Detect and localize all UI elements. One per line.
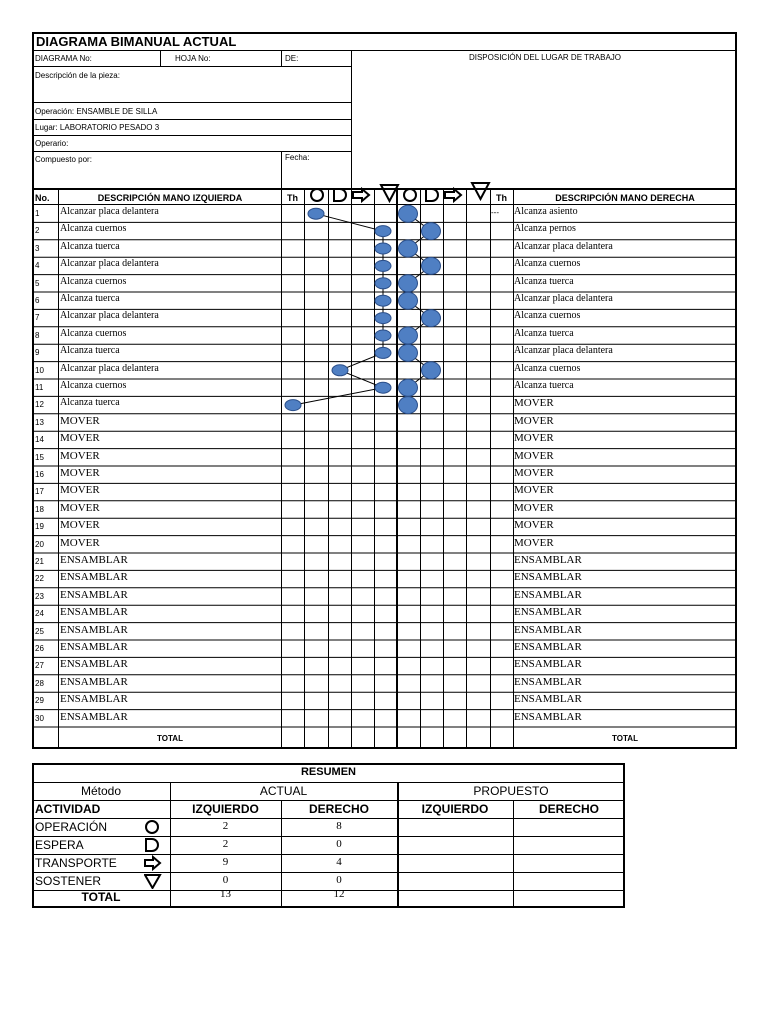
left-hand-description: ENSAMBLAR	[60, 675, 128, 688]
row-number: 2	[35, 226, 40, 236]
right-hand-description: MOVER	[514, 484, 554, 497]
row-number: 24	[35, 609, 44, 619]
right-hand-description: Alcanza asiento	[514, 206, 578, 217]
left-hand-description: Alcanza tuerca	[60, 240, 120, 252]
hoja-no-label: HOJA No:	[175, 54, 211, 63]
right-hand-description: ENSAMBLAR	[514, 606, 582, 619]
row-number: 17	[35, 487, 44, 497]
row-number: 1	[35, 209, 40, 218]
left-hand-description: ENSAMBLAR	[60, 641, 128, 653]
row-number: 29	[35, 696, 44, 706]
row-number: 19	[35, 522, 44, 532]
row-number: 11	[35, 383, 44, 392]
circle-icon	[144, 819, 162, 835]
right-hand-description: Alcanza tuerca	[514, 327, 574, 339]
row-number: 30	[35, 713, 44, 723]
resumen-activity-label: ESPERA	[35, 838, 84, 852]
left-hand-description: Alcanza tuerca	[60, 293, 120, 304]
left-hand-description: ENSAMBLAR	[60, 623, 128, 636]
row-number: 6	[35, 296, 40, 305]
right-hand-description: Alcanza cuernos	[514, 310, 581, 322]
row-number: 14	[35, 435, 44, 445]
total-right-label: TOTAL	[612, 734, 638, 743]
col-th-left-header: Th	[287, 193, 298, 203]
izquierdo-label: IZQUIERDO	[192, 802, 259, 816]
resumen-activity-label: TRANSPORTE	[35, 856, 117, 870]
row-number: 28	[35, 678, 44, 688]
left-hand-description: Alcanza tuerca	[60, 345, 120, 357]
derecho-propuesto-label: DERECHO	[538, 802, 599, 816]
resumen-total-der: 12	[333, 888, 345, 900]
left-hand-description: Alcanzar placa delantera	[60, 310, 159, 322]
right-hand-description: Alcanza cuernos	[514, 258, 581, 270]
left-hand-description: Alcanza cuernos	[60, 275, 127, 287]
right-hand-description: ENSAMBLAR	[514, 658, 582, 671]
row-number: 20	[35, 539, 44, 549]
left-hand-description: MOVER	[60, 501, 100, 514]
row-number: 27	[35, 661, 44, 671]
fecha-label: Fecha:	[285, 153, 310, 162]
left-hand-description: MOVER	[60, 519, 100, 532]
row-number: 22	[35, 574, 44, 584]
disposicion-label: DISPOSICIÓN DEL LUGAR DE TRABAJO	[468, 53, 622, 62]
left-hand-description: ENSAMBLAR	[60, 571, 128, 584]
chart-frame	[32, 32, 737, 749]
right-hand-description: Alcanzar placa delantera	[514, 345, 613, 357]
derecho-label: DERECHO	[308, 802, 369, 816]
left-hand-description: Alcanzar placa delantera	[60, 258, 159, 270]
row-number: 15	[35, 452, 44, 462]
right-hand-description: MOVER	[514, 501, 554, 514]
right-hand-description: ENSAMBLAR	[514, 675, 582, 688]
right-hand-description: MOVER	[514, 467, 554, 479]
row-number: 4	[35, 261, 40, 271]
left-hand-description: MOVER	[60, 432, 100, 445]
left-hand-description: ENSAMBLAR	[60, 693, 128, 706]
right-hand-description: Alcanzar placa delantera	[514, 240, 613, 252]
propuesto-label: PROPUESTO	[473, 784, 549, 798]
resumen-activity-label: OPERACIÓN	[35, 820, 108, 834]
col-left-header: DESCRIPCIÓN MANO IZQUIERDA	[97, 193, 243, 203]
row-number: 9	[35, 348, 40, 358]
total-left-label: TOTAL	[157, 734, 183, 743]
right-hand-description: Alcanza cuernos	[514, 362, 581, 374]
actual-label: ACTUAL	[259, 784, 308, 798]
resumen-activity-label: SOSTENER	[35, 874, 102, 888]
left-hand-description: ENSAMBLAR	[60, 710, 128, 723]
resumen-derecho-value: 4	[336, 856, 342, 868]
left-hand-description: ENSAMBLAR	[60, 658, 128, 671]
de-label: DE:	[285, 54, 299, 63]
row-number: 25	[35, 626, 44, 636]
right-th-row1: ---	[491, 208, 499, 217]
resumen-derecho-value: 8	[336, 820, 342, 832]
right-hand-description: ENSAMBLAR	[514, 693, 582, 706]
right-hand-description: ENSAMBLAR	[514, 710, 582, 723]
resumen-izquierdo-value: 9	[222, 856, 229, 868]
left-hand-description: MOVER	[60, 484, 100, 497]
left-hand-description: MOVER	[60, 536, 100, 549]
resumen-total-izq: 13	[220, 888, 231, 900]
right-hand-description: ENSAMBLAR	[514, 571, 582, 584]
left-hand-description: Alcanzar placa delantera	[60, 362, 159, 374]
right-hand-description: ENSAMBLAR	[514, 623, 582, 636]
row-number: 7	[35, 313, 40, 323]
right-hand-description: MOVER	[514, 432, 554, 445]
resumen-derecho-value: 0	[336, 874, 342, 886]
col-th-right-header: Th	[496, 193, 507, 203]
left-hand-description: Alcanza cuernos	[60, 380, 127, 391]
actividad-label: ACTIVIDAD	[35, 802, 101, 816]
arrow-icon	[144, 855, 162, 871]
descripcion-pieza-label: Descripción de la pieza:	[35, 71, 120, 80]
right-hand-description: ENSAMBLAR	[514, 554, 582, 566]
right-hand-description: MOVER	[514, 397, 554, 410]
left-hand-description: Alcanza cuernos	[60, 223, 127, 235]
row-number: 5	[35, 278, 40, 288]
right-hand-description: ENSAMBLAR	[514, 588, 582, 601]
col-right-header: DESCRIPCIÓN MANO DERECHA	[555, 193, 695, 203]
right-hand-description: Alcanza tuerca	[514, 380, 574, 391]
right-hand-description: MOVER	[514, 519, 554, 532]
row-number: 13	[35, 417, 44, 427]
right-hand-description: Alcanzar placa delantera	[514, 293, 613, 304]
left-hand-description: ENSAMBLAR	[60, 606, 128, 619]
delay-icon	[144, 837, 162, 853]
right-hand-description: Alcanza tuerca	[514, 275, 574, 287]
resumen-izquierdo-value: 2	[222, 838, 229, 850]
right-hand-description: MOVER	[514, 414, 554, 427]
left-hand-description: Alcanzar placa delantera	[60, 206, 159, 217]
row-number: 12	[35, 400, 44, 410]
left-hand-description: ENSAMBLAR	[60, 554, 128, 566]
row-number: 23	[35, 591, 44, 601]
left-hand-description: ENSAMBLAR	[60, 588, 128, 601]
row-number: 16	[35, 470, 44, 479]
left-hand-description: Alcanza tuerca	[60, 397, 120, 409]
right-hand-description: MOVER	[514, 536, 554, 549]
resumen-derecho-value: 0	[336, 838, 342, 850]
page-title: DIAGRAMA BIMANUAL ACTUAL	[36, 34, 237, 49]
triangle-icon	[144, 873, 162, 889]
resumen-izquierdo-value: 0	[222, 874, 229, 886]
left-hand-description: MOVER	[60, 414, 100, 427]
resumen-title: RESUMEN	[300, 766, 356, 778]
metodo-label: Método	[80, 784, 122, 798]
row-number: 8	[35, 330, 40, 340]
resumen-total-label: TOTAL	[81, 890, 121, 904]
right-hand-description: MOVER	[514, 449, 554, 462]
row-number: 26	[35, 644, 44, 653]
diagrama-no-label: DIAGRAMA No:	[35, 54, 92, 63]
col-no-header: No.	[35, 193, 50, 203]
operacion-field: Operación: ENSAMBLE DE SILLA	[35, 107, 158, 116]
left-hand-description: MOVER	[60, 467, 100, 479]
compuesto-label: Compuesto por:	[35, 155, 92, 164]
right-hand-description: ENSAMBLAR	[514, 641, 582, 653]
right-hand-description: Alcanza pernos	[514, 223, 576, 235]
row-number: 10	[35, 365, 44, 375]
operario-field: Operario:	[35, 139, 69, 148]
row-number: 3	[35, 243, 40, 253]
left-hand-description: MOVER	[60, 449, 100, 462]
lugar-field: Lugar: LABORATORIO PESADO 3	[35, 123, 160, 132]
left-hand-description: Alcanza cuernos	[60, 327, 127, 339]
row-number: 18	[35, 504, 44, 514]
row-number: 21	[35, 557, 44, 566]
izquierdo-propuesto-label: IZQUIERDO	[421, 802, 489, 816]
resumen-izquierdo-value: 2	[222, 820, 229, 832]
